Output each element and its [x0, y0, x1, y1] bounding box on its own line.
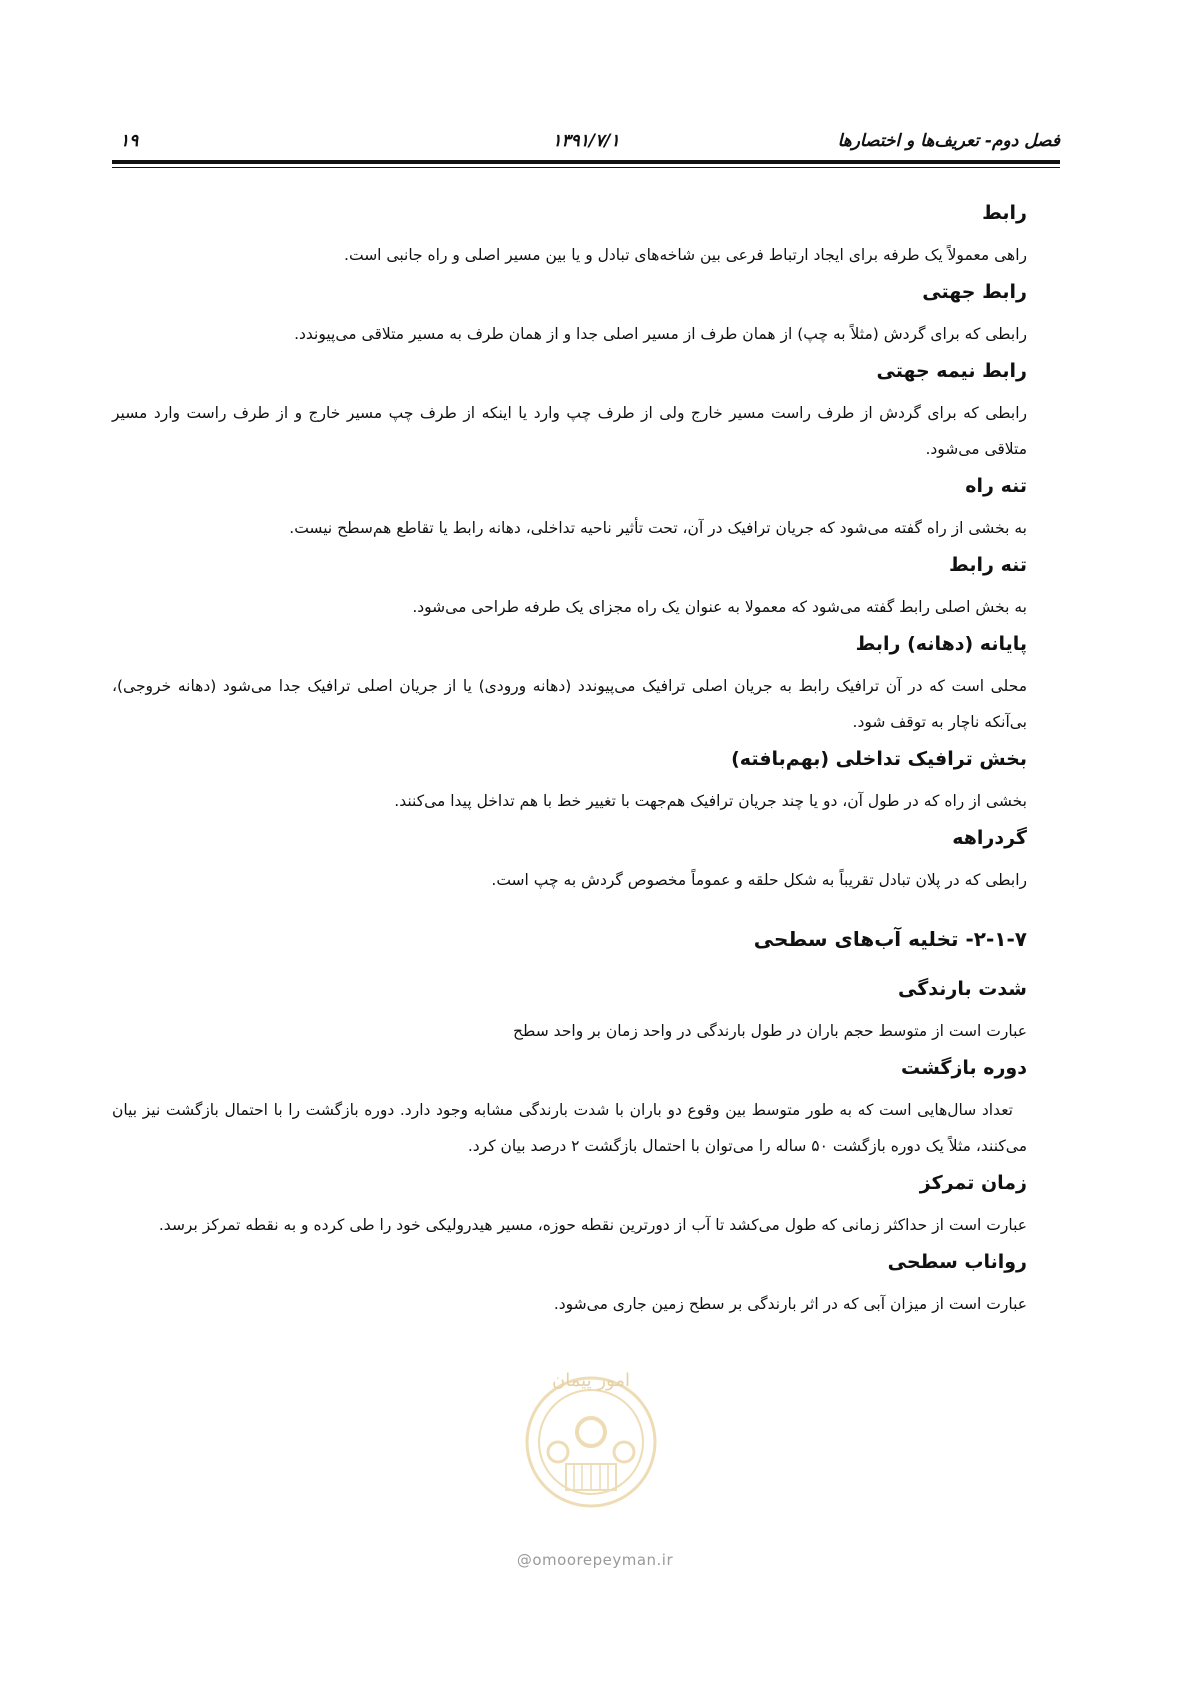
section-heading: ۲-۱-۷- تخلیه آب‌های سطحی	[753, 927, 1027, 951]
term-definition: به بخشی از راه گفته می‌شود که جریان ترافیک در آن، تحت تأثیر ناحیه تداخلی، دهانه رابط یا تقاطع هم‌سطح نیست.	[289, 519, 1027, 537]
watermark-seal-text: امور پیمان	[552, 1370, 630, 1391]
term-definition: تعداد سال‌هایی است که به طور متوسط بین وقوع دو باران با شدت بارندگی مشابه وجود دارد. دوره بازگشت را با احتمال بازگشت نیز بیان می‌کنند، مثلاً یک دوره بازگشت ۵۰ ساله را می‌توان با احتمال بازگشت ۲ درصد بیان کرد.	[112, 1101, 1027, 1155]
chapter-title: فصل دوم- تعریف‌ها و اختصارها	[837, 131, 1060, 151]
definition-entry	[112, 974, 1027, 1049]
definition-entry	[112, 198, 1027, 273]
term-heading: گردراهه	[952, 827, 1027, 849]
definition-entry	[112, 471, 1027, 546]
definition-entry	[112, 550, 1027, 625]
term-heading: رابط نیمه جهتی	[876, 360, 1027, 382]
term-heading: رواناب سطحی	[887, 1251, 1027, 1273]
definition-entry	[112, 1053, 1027, 1164]
term-definition: رابطی که در پلان تبادل تقریباً به شکل حلقه و عموماً مخصوص گردش به چپ است.	[491, 871, 1027, 889]
term-definition: راهی معمولاً یک طرفه برای ایجاد ارتباط فرعی بین شاخه‌های تبادل و یا بین مسیر اصلی و راه جانبی است.	[344, 246, 1027, 264]
term-definition: عبارت است از حداکثر زمانی که طول می‌کشد تا آب از دورترین نقطه حوزه، مسیر هیدرولیکی خود را طی کرده و به نقطه تمرکز برسد.	[158, 1216, 1027, 1234]
definition-entry	[112, 1168, 1027, 1243]
term-definition: محلی است که در آن ترافیک رابط به جریان اصلی ترافیک می‌پیوندد (دهانه ورودی) یا از جریان اصلی ترافیک جدا می‌شود (دهانه خروجی)، بی‌آنکه ناچار به توقف شود.	[112, 677, 1027, 731]
term-definition: به بخش اصلی رابط گفته می‌شود که معمولا به عنوان یک راه مجزای یک طرفه طراحی می‌شود.	[412, 598, 1027, 616]
page-header	[112, 128, 1060, 158]
term-heading: رابط جهتی	[922, 281, 1027, 303]
watermark-url: @omoorepeyman.ir	[516, 1551, 674, 1569]
header-rule-thick	[112, 160, 1060, 164]
term-heading: رابط	[982, 202, 1027, 224]
term-heading: دوره بازگشت	[900, 1057, 1027, 1079]
term-heading: شدت بارندگی	[898, 978, 1027, 1000]
term-definition: بخشی از راه که در طول آن، دو یا چند جریان ترافیک هم‌جهت با تغییر خط با هم تداخل پیدا می‌کنند.	[394, 792, 1027, 810]
term-definition: عبارت است از متوسط حجم باران در طول بارندگی در واحد زمان بر واحد سطح	[513, 1022, 1027, 1040]
document-body	[112, 198, 1027, 1326]
term-heading: بخش ترافیک تداخلی (بهم‌بافته)	[731, 748, 1027, 770]
watermark-seal-icon	[496, 1360, 686, 1510]
term-definition: رابطی که برای گردش (مثلاً به چپ) از همان طرف از مسیر اصلی جدا و از همان طرف به مسیر متلاقی می‌پیوندد.	[294, 325, 1027, 343]
definition-entry	[112, 277, 1027, 352]
definition-entry	[112, 823, 1027, 898]
page-number: ۱۹	[120, 131, 139, 151]
definition-entry	[112, 744, 1027, 819]
term-heading: تنه راه	[965, 475, 1027, 497]
header-rule-thin	[112, 167, 1060, 168]
term-definition: رابطی که برای گردش از طرف راست مسیر خارج ولی از طرف چپ وارد یا اینکه از طرف چپ مسیر خارج و از طرف راست وارد مسیر متلاقی می‌شود.	[112, 404, 1027, 458]
term-definition: عبارت است از میزان آبی که در اثر بارندگی بر سطح زمین جاری می‌شود.	[553, 1295, 1027, 1313]
term-heading: تنه رابط	[949, 554, 1027, 576]
term-heading: زمان تمرکز	[919, 1172, 1027, 1194]
definition-entry	[112, 356, 1027, 467]
header-date: ۱۳۹۱/۷/۱	[552, 131, 620, 151]
definition-entry	[112, 1247, 1027, 1322]
term-heading: پایانه (دهانه) رابط	[855, 633, 1027, 655]
definition-entry	[112, 629, 1027, 740]
